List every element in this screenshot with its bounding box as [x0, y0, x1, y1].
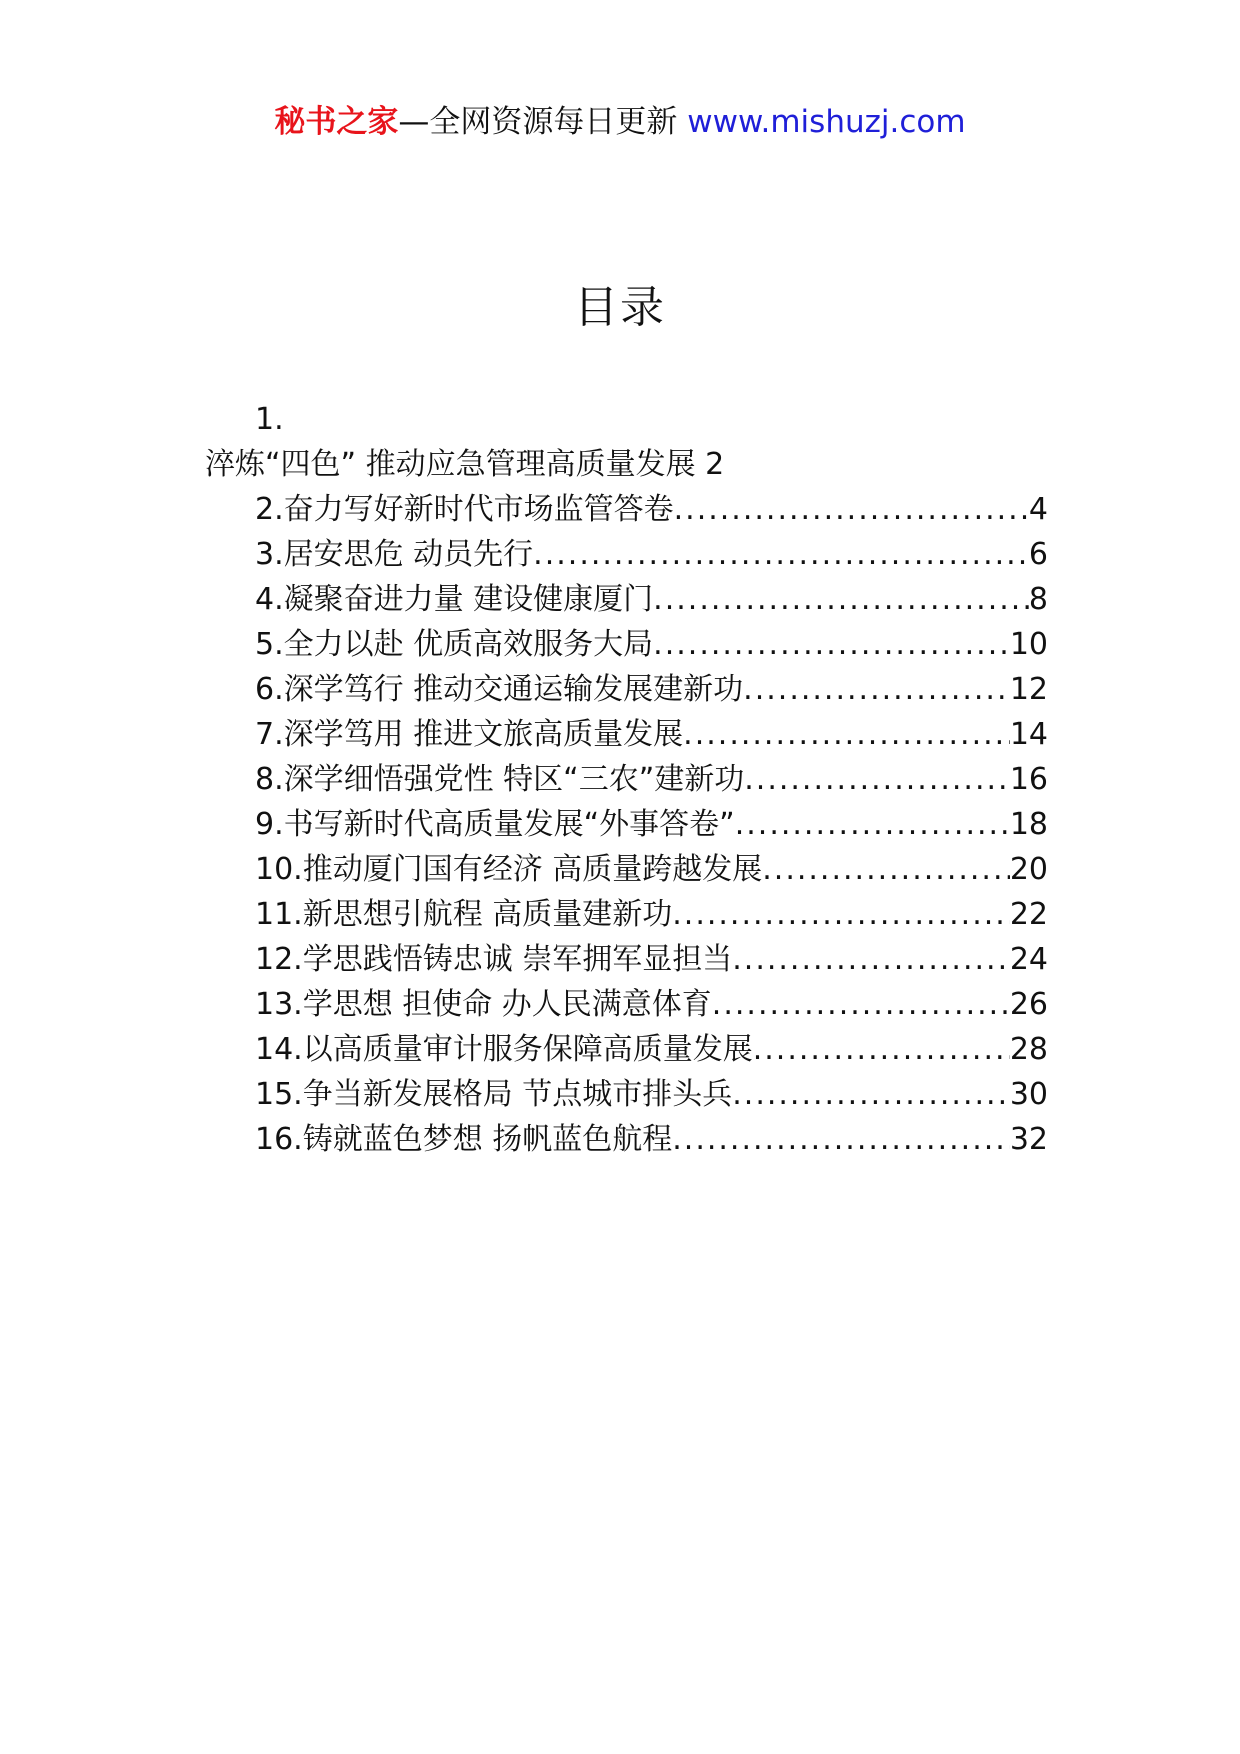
toc-item-page: 4 [1028, 492, 1048, 527]
toc-item-1[interactable] [205, 397, 1048, 487]
toc-item-label: 3.居安思危 动员先行 [255, 537, 534, 572]
site-url-link[interactable]: www.mishuzj.com [687, 104, 966, 140]
toc-item-line [205, 442, 1048, 487]
toc-item-label: 16.铸就蓝色梦想 扬帆蓝色航程 [255, 1122, 673, 1157]
toc-item-page: 30 [1009, 1077, 1048, 1112]
brand-name: 秘书之家 [274, 104, 399, 140]
toc-item-4[interactable] [205, 577, 1048, 622]
toc-item-page: 20 [1009, 852, 1048, 887]
site-header [0, 102, 1240, 142]
toc-item-5[interactable] [205, 622, 1048, 667]
toc-item-13[interactable] [205, 982, 1048, 1027]
toc-item-page: 12 [1009, 672, 1048, 707]
toc-item-label: 8.深学细悟强党性 特区“三农”建新功 [255, 762, 745, 797]
dot-leader [672, 892, 1010, 937]
toc-item-page: 10 [1009, 627, 1048, 662]
dot-leader [653, 577, 1029, 622]
toc-item-page: 26 [1009, 987, 1048, 1022]
toc-item-label: 7.深学笃用 推进文旅高质量发展 [255, 717, 684, 752]
toc-item-page: 24 [1009, 942, 1048, 977]
toc-item-3[interactable] [205, 532, 1048, 577]
toc-item-7[interactable] [205, 712, 1048, 757]
dot-leader [732, 937, 1010, 982]
dot-leader [732, 1072, 1010, 1117]
toc-item-9[interactable] [205, 802, 1048, 847]
dot-leader [744, 757, 1010, 802]
dot-leader [743, 667, 1010, 712]
toc-item-label: 12.学思践悟铸忠诚 崇军拥军显担当 [255, 942, 733, 977]
toc-item-page: 2 [705, 447, 725, 482]
dot-leader [672, 1117, 1010, 1162]
toc-item-label: 9.书写新时代高质量发展“外事答卷” [255, 807, 735, 842]
toc-item-16[interactable] [205, 1117, 1048, 1162]
toc-item-page: 8 [1028, 582, 1048, 617]
dot-leader [674, 487, 1029, 532]
toc-item-number: 1. [255, 402, 284, 437]
toc-item-14[interactable] [205, 1027, 1048, 1072]
toc-item-label: 11.新思想引航程 高质量建新功 [255, 897, 673, 932]
toc-item-10[interactable] [205, 847, 1048, 892]
toc-item-label: 13.学思想 担使命 办人民满意体育 [255, 987, 712, 1022]
page-title: 目录 [574, 282, 666, 333]
toc-item-label: 14.以高质量审计服务保障高质量发展 [255, 1032, 753, 1067]
toc-item-15[interactable] [205, 1072, 1048, 1117]
toc-item-label: 5.全力以赴 优质高效服务大局 [255, 627, 654, 662]
dot-leader [712, 982, 1010, 1027]
header-tagline: —全网资源每日更新 [398, 104, 678, 140]
dot-leader [683, 712, 1010, 757]
toc-item-11[interactable] [205, 892, 1048, 937]
toc-item-2[interactable] [205, 487, 1048, 532]
toc-item-label: 淬炼“四色” 推动应急管理高质量发展 [205, 447, 696, 482]
table-of-contents [205, 397, 1048, 1162]
toc-item-page: 32 [1009, 1122, 1048, 1157]
toc-item-label: 2.奋力写好新时代市场监管答卷 [255, 492, 674, 527]
toc-item-label: 15.争当新发展格局 节点城市排头兵 [255, 1077, 733, 1112]
dot-leader [753, 1027, 1010, 1072]
toc-item-6[interactable] [205, 667, 1048, 712]
toc-item-label: 10.推动厦门国有经济 高质量跨越发展 [255, 852, 763, 887]
toc-item-page: 14 [1009, 717, 1048, 752]
toc-item-page: 18 [1009, 807, 1048, 842]
dot-leader [533, 532, 1029, 577]
dot-leader [653, 622, 1010, 667]
toc-item-12[interactable] [205, 937, 1048, 982]
toc-item-page: 28 [1009, 1032, 1048, 1067]
dot-leader [735, 802, 1010, 847]
toc-item-page: 6 [1028, 537, 1048, 572]
toc-item-label: 4.凝聚奋进力量 建设健康厦门 [255, 582, 654, 617]
toc-item-page: 16 [1009, 762, 1048, 797]
toc-item-page: 22 [1009, 897, 1048, 932]
dot-leader [762, 847, 1010, 892]
toc-item-label: 6.深学笃行 推动交通运输发展建新功 [255, 672, 744, 707]
toc-item-8[interactable] [205, 757, 1048, 802]
